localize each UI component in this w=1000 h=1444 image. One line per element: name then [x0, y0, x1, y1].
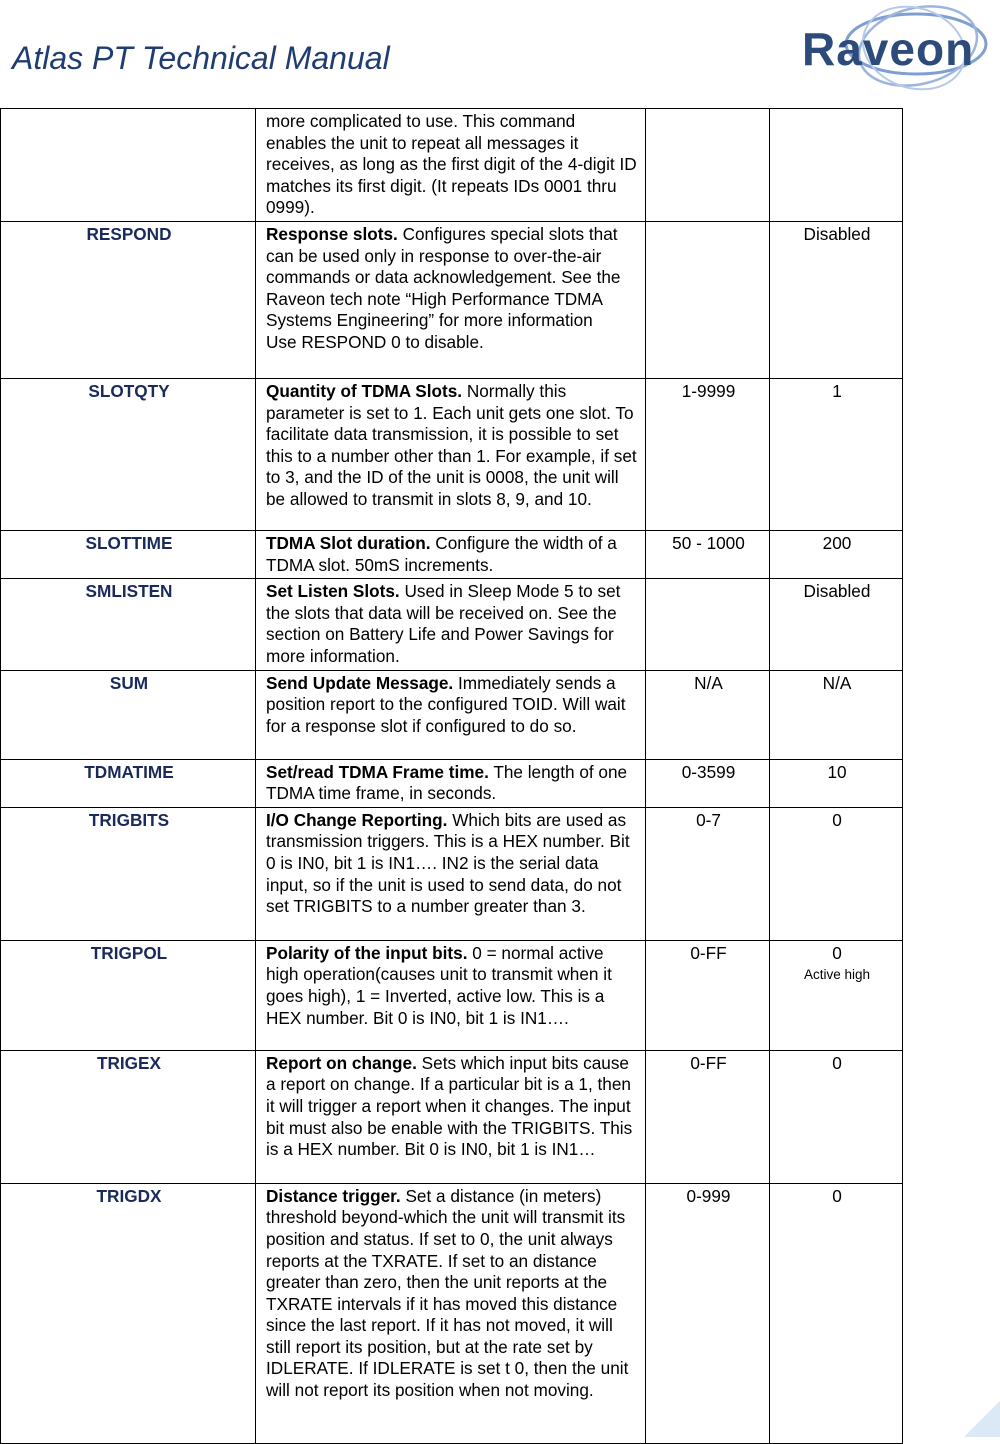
page-header-title: Atlas PT Technical Manual [12, 40, 390, 76]
description-text: 0 = normal active high operation(causes unit to transmit when it goes high), 1 = Inverted, active low. This is a HEX number. Bit 0 is IN0, bit 1 is IN1…. [266, 942, 612, 1028]
range-cell [646, 221, 770, 378]
default-cell: 10 [770, 759, 903, 807]
description-text: Set a distance (in meters) threshold beyond-which the unit will transmit its position and status. If set to 0, the unit always reports at the TXRATE. If set to an distance greater than zero, then the unit reports at the TXRATE intervals if it has moved this distance since the last report. If it has not moved, it will still report its position, but at the rate set by IDLERATE. If IDLERATE is set t 0, then the unit will not report its position when not moving. [266, 1185, 629, 1401]
command-cell: TRIGPOL [1, 940, 256, 1050]
description-cell [256, 940, 646, 1050]
description-text: more complicated to use. This command enables the unit to repeat all messages it receives, as long as the first digit of the 4-digit ID matches its first digit. (It repeats IDs 0001 thru 0999). [266, 111, 637, 218]
command-cell: TRIGDX [1, 1183, 256, 1443]
default-cell: 0 [770, 1183, 903, 1443]
description-cell [256, 759, 646, 807]
default-cell: N/A [770, 670, 903, 759]
description-cell [256, 530, 646, 578]
command-cell: TRIGEX [1, 1050, 256, 1183]
default-cell: Disabled [770, 221, 903, 378]
range-cell: 0-3599 [646, 759, 770, 807]
command-cell: SLOTQTY [1, 378, 256, 530]
range-cell: 0-FF [646, 940, 770, 1050]
description-cell [256, 1183, 646, 1443]
description-text: Immediately sends a position report to the configured TOID. Will wait for a response slot if configured to do so. [266, 672, 626, 736]
description-cell [256, 807, 646, 940]
range-cell: 0-7 [646, 807, 770, 940]
range-cell: 1-9999 [646, 378, 770, 530]
table-row [1, 1050, 903, 1183]
command-cell: TDMATIME [1, 759, 256, 807]
description-title: Distance trigger. [266, 1185, 401, 1206]
description-title: Send Update Message. [266, 672, 454, 693]
description-title: TDMA Slot duration. [266, 532, 431, 553]
description-extra: Use RESPOND 0 to disable. [266, 331, 484, 352]
description-cell [256, 109, 646, 222]
description-cell [256, 579, 646, 670]
default-cell [770, 109, 903, 222]
table-row [1, 378, 903, 530]
description-text: Configure the width of a TDMA slot. 50mS increments. [266, 532, 617, 575]
default-cell: 200 [770, 530, 903, 578]
description-title: Set/read TDMA Frame time. [266, 761, 489, 782]
default-cell: 0 [770, 1050, 903, 1183]
range-cell [646, 579, 770, 670]
description-text: Which bits are used as transmission triggers. This is a HEX number. Bit 0 is IN0, bit 1 is IN1…. IN2 is the serial data input, so if the unit is used to send data, do not set TRIGBITS to a number greater than 3. [266, 809, 630, 917]
table-row [1, 759, 903, 807]
page-corner-decoration [960, 1397, 1000, 1437]
default-cell: Disabled [770, 579, 903, 670]
default-cell [770, 940, 903, 1050]
table-row [1, 221, 903, 378]
description-title: I/O Change Reporting. [266, 809, 448, 830]
default-cell: 1 [770, 378, 903, 530]
description-text: Used in Sleep Mode 5 to set the slots that data will be received on. See the section on Battery Life and Power Savings for more information. [266, 581, 621, 666]
command-cell: TRIGBITS [1, 807, 256, 940]
command-cell [1, 109, 256, 222]
command-cell: SUM [1, 670, 256, 759]
range-cell: 0-999 [646, 1183, 770, 1443]
table-row [1, 940, 903, 1050]
command-cell: SMLISTEN [1, 579, 256, 670]
description-title: Quantity of TDMA Slots. [266, 380, 463, 401]
description-title: Response slots. [266, 223, 398, 244]
command-cell: RESPOND [1, 221, 256, 378]
logo-text: Raveon [802, 23, 975, 75]
range-cell [646, 109, 770, 222]
table-row [1, 670, 903, 759]
description-text: Configures special slots that can be used only in response to over-the-air commands or data acknowledgement. See the Raveon tech note “High Performance TDMA Systems Engineering” for more information [266, 223, 621, 331]
range-cell: 50 - 1000 [646, 530, 770, 578]
parameters-table [0, 108, 903, 1444]
description-title: Polarity of the input bits. [266, 942, 468, 963]
description-title: Set Listen Slots. [266, 581, 400, 602]
range-cell: N/A [646, 670, 770, 759]
description-text: The length of one TDMA time frame, in seconds. [266, 761, 628, 804]
table-row [1, 530, 903, 578]
description-text: Normally this parameter is set to 1. Each unit gets one slot. To facilitate data transmission, it is possible to set this to a number other than 1. For example, if set to 3, and the ID of the unit is 0008, the unit will be allowed to transmit in slots 8, 9, and 10. [266, 380, 637, 509]
range-cell: 0-FF [646, 1050, 770, 1183]
description-cell [256, 1050, 646, 1183]
default-subtext: Active high [803, 967, 871, 983]
raveon-logo [796, 0, 1000, 96]
description-cell [256, 221, 646, 378]
table-row [1, 1183, 903, 1443]
description-cell [256, 378, 646, 530]
table-row [1, 579, 903, 670]
description-title: Report on change. [266, 1052, 417, 1073]
default-value: 0 [832, 942, 842, 963]
table-row [1, 807, 903, 940]
command-cell: SLOTTIME [1, 530, 256, 578]
description-text: Sets which input bits cause a report on change. If a particular bit is a 1, then it will trigger a report when it changes. The input bit must also be enable with the TRIGBITS. This is a HEX number. Bit 0 is IN0, bit 1 is IN1… [266, 1052, 633, 1160]
table-row [1, 109, 903, 222]
description-cell [256, 670, 646, 759]
default-cell: 0 [770, 807, 903, 940]
